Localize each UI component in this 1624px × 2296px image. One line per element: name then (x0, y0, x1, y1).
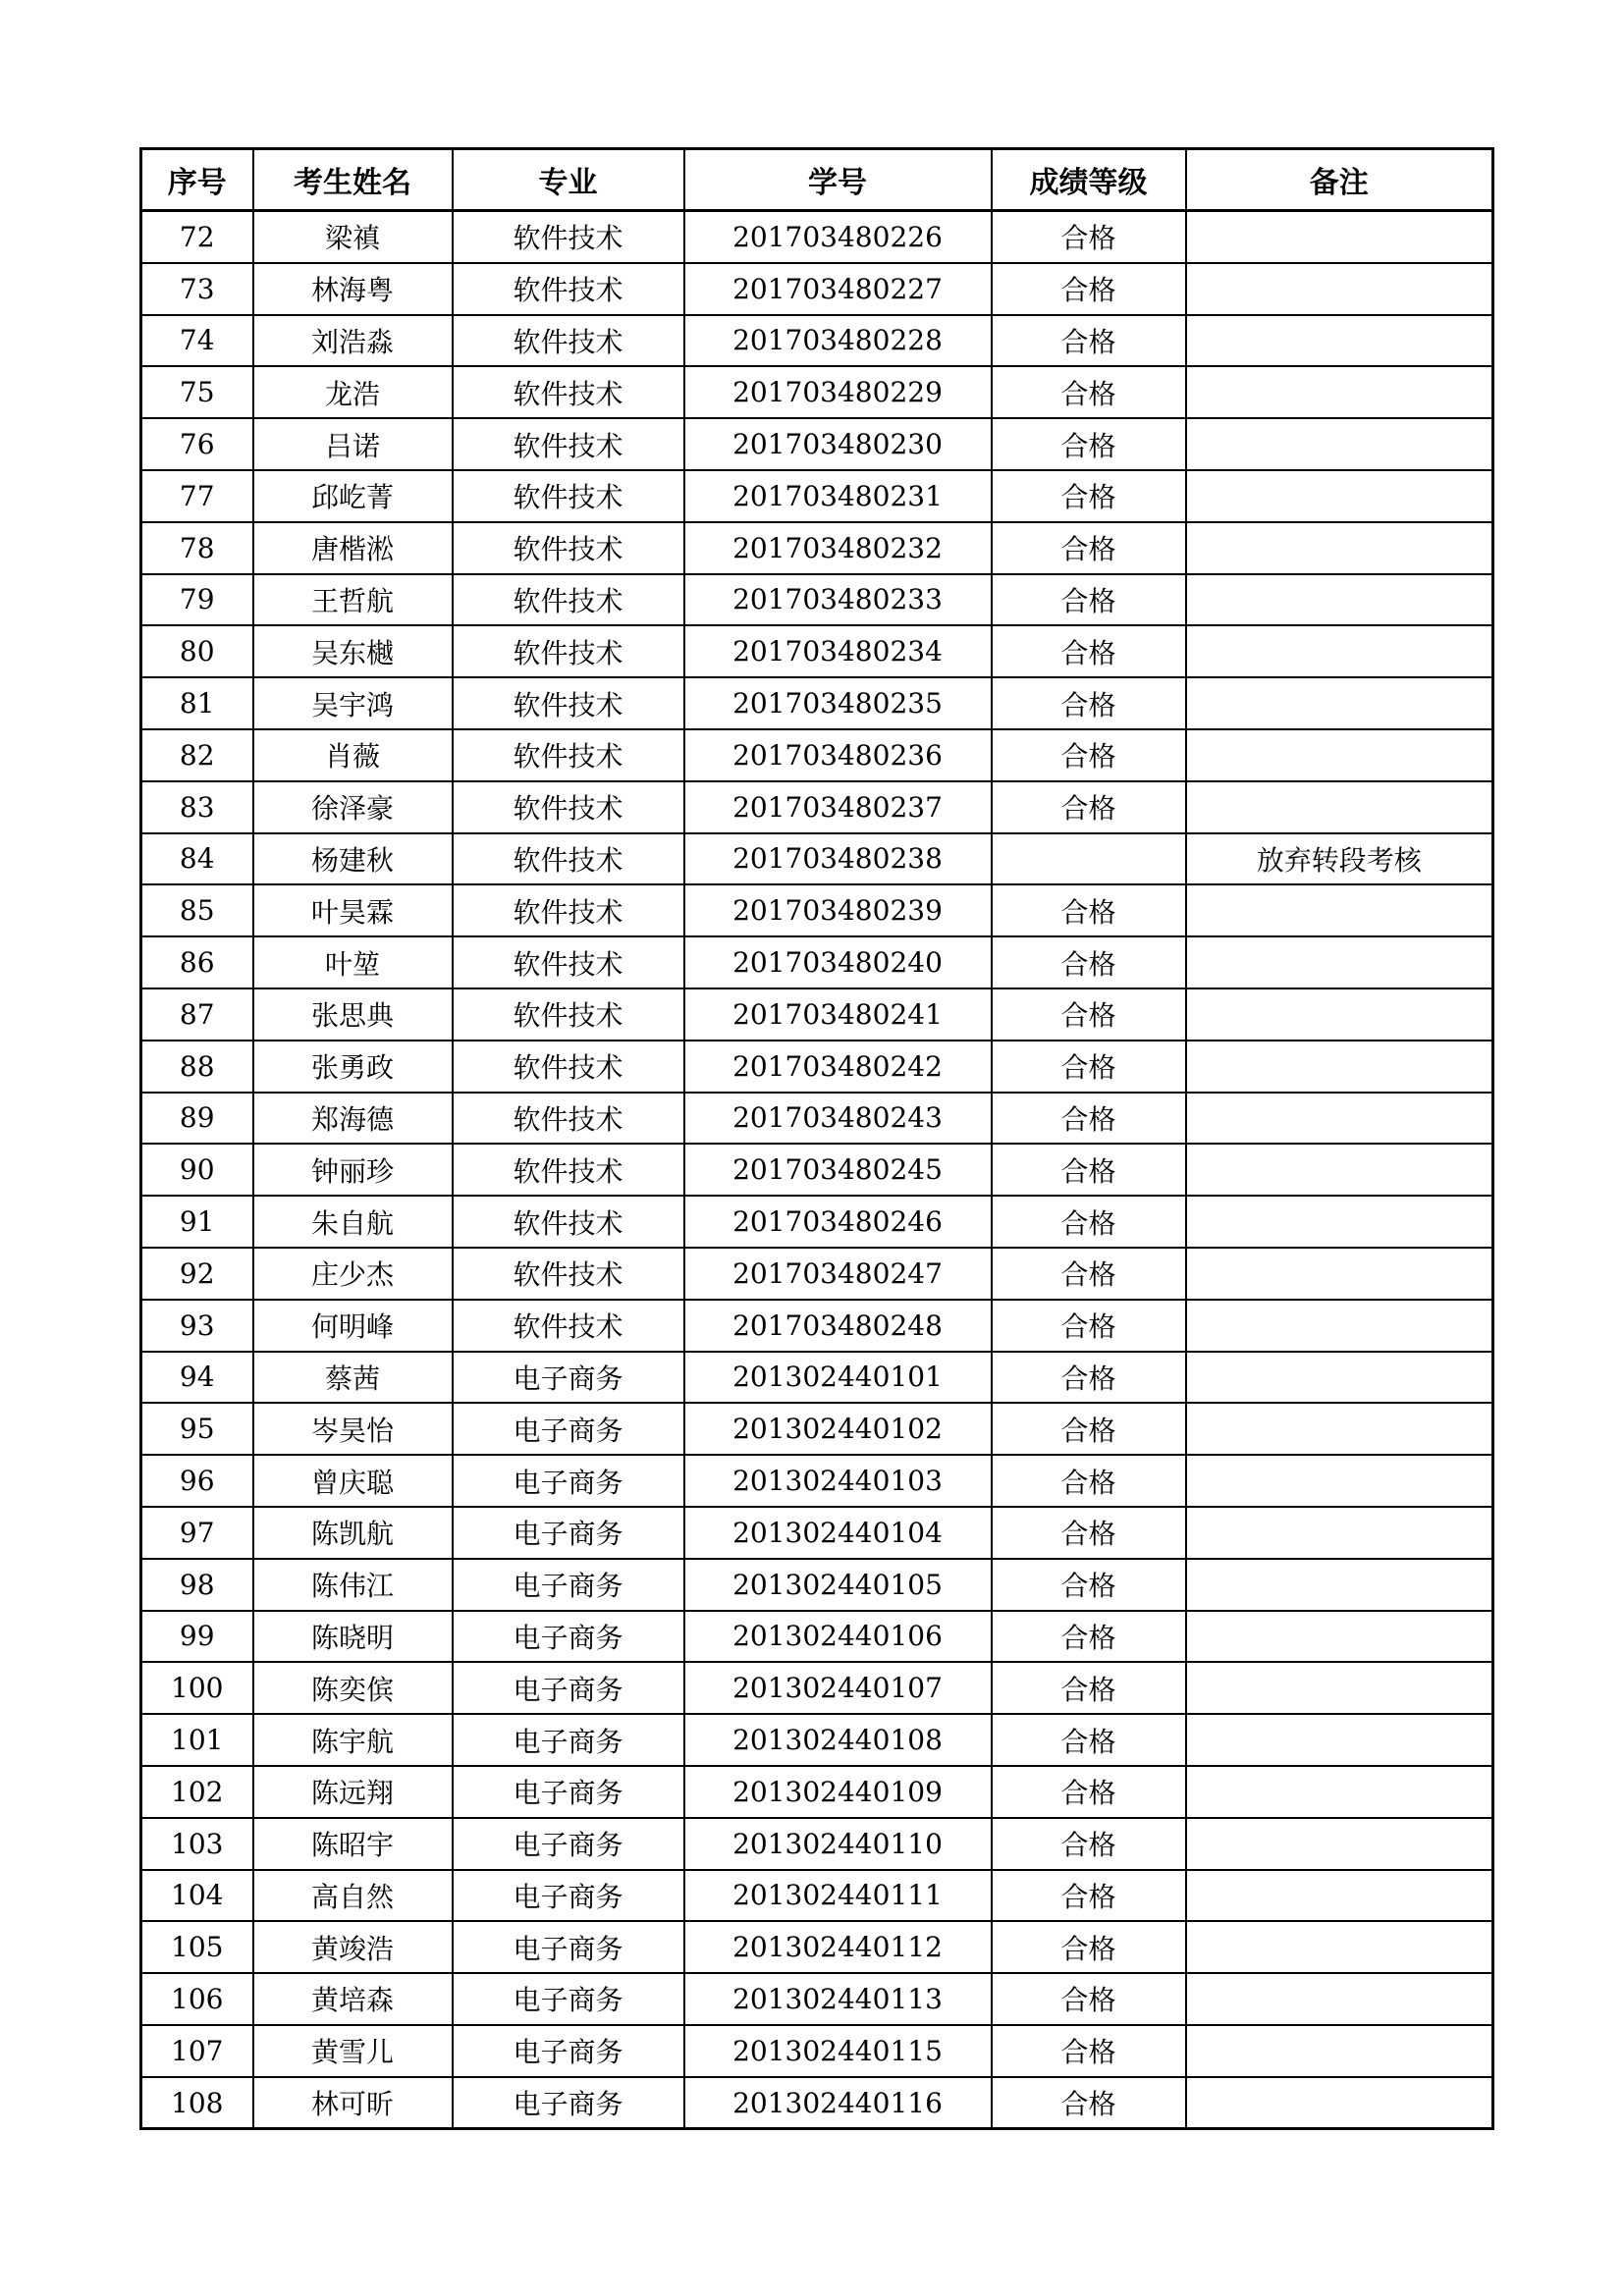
cell-grade: 合格 (992, 1818, 1186, 1870)
table-row (141, 884, 1493, 936)
cell-name: 杨建秋 (253, 833, 453, 885)
cell-grade: 合格 (992, 1144, 1186, 1196)
cell-student-id: 201703480241 (684, 988, 992, 1041)
cell-student-id: 201302440105 (684, 1559, 992, 1611)
cell-name: 叶昊霖 (253, 884, 453, 936)
cell-grade: 合格 (992, 1611, 1186, 1663)
cell-name: 陈晓明 (253, 1611, 453, 1663)
cell-seq: 99 (141, 1611, 253, 1663)
table-row (141, 2025, 1493, 2077)
cell-seq: 98 (141, 1559, 253, 1611)
cell-grade: 合格 (992, 315, 1186, 367)
cell-name: 曾庆聪 (253, 1455, 453, 1507)
cell-name: 陈昭宇 (253, 1818, 453, 1870)
cell-grade: 合格 (992, 418, 1186, 470)
cell-major: 软件技术 (453, 781, 684, 833)
table-row (141, 2077, 1493, 2129)
cell-student-id: 201302440107 (684, 1662, 992, 1714)
cell-major: 软件技术 (453, 884, 684, 936)
header-seq: 序号 (141, 149, 253, 211)
cell-grade: 合格 (992, 1870, 1186, 1922)
cell-name: 陈宇航 (253, 1714, 453, 1766)
cell-major: 软件技术 (453, 625, 684, 677)
cell-seq: 88 (141, 1041, 253, 1093)
cell-name: 徐泽豪 (253, 781, 453, 833)
cell-name: 陈伟江 (253, 1559, 453, 1611)
cell-major: 电子商务 (453, 1766, 684, 1818)
cell-remarks (1186, 1300, 1493, 1352)
cell-major: 电子商务 (453, 1818, 684, 1870)
cell-remarks (1186, 263, 1493, 315)
cell-major: 软件技术 (453, 936, 684, 988)
cell-remarks (1186, 2077, 1493, 2129)
cell-grade: 合格 (992, 263, 1186, 315)
cell-grade: 合格 (992, 1662, 1186, 1714)
cell-remarks (1186, 366, 1493, 418)
cell-grade: 合格 (992, 1973, 1186, 2025)
cell-name: 钟丽珍 (253, 1144, 453, 1196)
cell-remarks (1186, 574, 1493, 626)
cell-student-id: 201302440115 (684, 2025, 992, 2077)
cell-remarks (1186, 522, 1493, 574)
cell-remarks (1186, 1870, 1493, 1922)
cell-student-id: 201703480227 (684, 263, 992, 315)
cell-major: 电子商务 (453, 1870, 684, 1922)
table-header-row (141, 149, 1493, 211)
table-row (141, 470, 1493, 522)
cell-grade: 合格 (992, 522, 1186, 574)
table-row (141, 263, 1493, 315)
cell-major: 软件技术 (453, 677, 684, 729)
cell-grade: 合格 (992, 1196, 1186, 1248)
cell-grade: 合格 (992, 1507, 1186, 1559)
cell-remarks (1186, 315, 1493, 367)
table-row (141, 1507, 1493, 1559)
cell-remarks (1186, 1611, 1493, 1663)
cell-major: 软件技术 (453, 1196, 684, 1248)
cell-remarks (1186, 1973, 1493, 2025)
cell-major: 电子商务 (453, 1559, 684, 1611)
cell-major: 软件技术 (453, 1093, 684, 1145)
cell-remarks (1186, 1766, 1493, 1818)
cell-grade: 合格 (992, 1352, 1186, 1404)
cell-student-id: 201302440112 (684, 1921, 992, 1973)
cell-remarks: 放弃转段考核 (1186, 833, 1493, 885)
cell-major: 软件技术 (453, 988, 684, 1041)
cell-name: 张勇政 (253, 1041, 453, 1093)
cell-student-id: 201302440108 (684, 1714, 992, 1766)
cell-student-id: 201302440104 (684, 1507, 992, 1559)
cell-seq: 72 (141, 211, 253, 263)
cell-grade: 合格 (992, 1093, 1186, 1145)
table-row (141, 574, 1493, 626)
table-row (141, 1559, 1493, 1611)
cell-grade: 合格 (992, 2077, 1186, 2129)
cell-student-id: 201703480247 (684, 1248, 992, 1300)
cell-seq: 93 (141, 1300, 253, 1352)
cell-seq: 74 (141, 315, 253, 367)
cell-major: 电子商务 (453, 1662, 684, 1714)
table-row (141, 988, 1493, 1041)
cell-seq: 84 (141, 833, 253, 885)
cell-student-id: 201703480243 (684, 1093, 992, 1145)
table-row (141, 1973, 1493, 2025)
cell-grade: 合格 (992, 1766, 1186, 1818)
cell-remarks (1186, 1818, 1493, 1870)
cell-remarks (1186, 211, 1493, 263)
cell-student-id: 201703480226 (684, 211, 992, 263)
cell-grade: 合格 (992, 574, 1186, 626)
table-row (141, 1662, 1493, 1714)
cell-name: 叶堃 (253, 936, 453, 988)
cell-seq: 78 (141, 522, 253, 574)
cell-major: 电子商务 (453, 1973, 684, 2025)
cell-major: 电子商务 (453, 1714, 684, 1766)
cell-name: 陈远翔 (253, 1766, 453, 1818)
cell-grade: 合格 (992, 1403, 1186, 1455)
cell-name: 黄培森 (253, 1973, 453, 2025)
cell-major: 软件技术 (453, 574, 684, 626)
cell-major: 电子商务 (453, 1352, 684, 1404)
table-row (141, 677, 1493, 729)
cell-seq: 94 (141, 1352, 253, 1404)
cell-remarks (1186, 1662, 1493, 1714)
cell-remarks (1186, 1093, 1493, 1145)
table-row (141, 366, 1493, 418)
cell-seq: 82 (141, 729, 253, 781)
cell-name: 龙浩 (253, 366, 453, 418)
cell-seq: 106 (141, 1973, 253, 2025)
cell-student-id: 201302440111 (684, 1870, 992, 1922)
cell-seq: 96 (141, 1455, 253, 1507)
cell-student-id: 201302440101 (684, 1352, 992, 1404)
cell-remarks (1186, 418, 1493, 470)
header-grade: 成绩等级 (992, 149, 1186, 211)
table-row (141, 1144, 1493, 1196)
cell-remarks (1186, 1714, 1493, 1766)
cell-name: 唐楷淞 (253, 522, 453, 574)
cell-grade (992, 833, 1186, 885)
table-row (141, 729, 1493, 781)
cell-name: 吴东樾 (253, 625, 453, 677)
cell-name: 肖薇 (253, 729, 453, 781)
cell-remarks (1186, 677, 1493, 729)
cell-name: 邱屹菁 (253, 470, 453, 522)
table-row (141, 522, 1493, 574)
table-row (141, 211, 1493, 263)
cell-name: 蔡茜 (253, 1352, 453, 1404)
cell-name: 何明峰 (253, 1300, 453, 1352)
cell-student-id: 201703480233 (684, 574, 992, 626)
cell-major: 软件技术 (453, 1300, 684, 1352)
cell-student-id: 201703480238 (684, 833, 992, 885)
cell-remarks (1186, 1352, 1493, 1404)
cell-grade: 合格 (992, 988, 1186, 1041)
cell-major: 电子商务 (453, 1921, 684, 1973)
cell-name: 郑海德 (253, 1093, 453, 1145)
cell-student-id: 201703480239 (684, 884, 992, 936)
table-row (141, 1714, 1493, 1766)
cell-name: 岑昊怡 (253, 1403, 453, 1455)
table-row (141, 1041, 1493, 1093)
cell-name: 庄少杰 (253, 1248, 453, 1300)
cell-student-id: 201703480245 (684, 1144, 992, 1196)
cell-grade: 合格 (992, 2025, 1186, 2077)
cell-seq: 102 (141, 1766, 253, 1818)
cell-grade: 合格 (992, 1921, 1186, 1973)
cell-name: 林海粤 (253, 263, 453, 315)
cell-seq: 73 (141, 263, 253, 315)
cell-student-id: 201703480237 (684, 781, 992, 833)
table-row (141, 1455, 1493, 1507)
cell-name: 吕诺 (253, 418, 453, 470)
cell-student-id: 201302440116 (684, 2077, 992, 2129)
cell-seq: 76 (141, 418, 253, 470)
cell-seq: 95 (141, 1403, 253, 1455)
cell-name: 刘浩淼 (253, 315, 453, 367)
cell-remarks (1186, 1248, 1493, 1300)
cell-remarks (1186, 884, 1493, 936)
cell-major: 软件技术 (453, 1041, 684, 1093)
cell-student-id: 201703480246 (684, 1196, 992, 1248)
cell-grade: 合格 (992, 1041, 1186, 1093)
table-row (141, 1093, 1493, 1145)
cell-major: 软件技术 (453, 1248, 684, 1300)
table-row (141, 1611, 1493, 1663)
cell-name: 高自然 (253, 1870, 453, 1922)
results-table (139, 147, 1494, 2130)
cell-name: 黄竣浩 (253, 1921, 453, 1973)
cell-seq: 77 (141, 470, 253, 522)
cell-seq: 91 (141, 1196, 253, 1248)
cell-seq: 103 (141, 1818, 253, 1870)
cell-major: 软件技术 (453, 211, 684, 263)
cell-remarks (1186, 729, 1493, 781)
header-major: 专业 (453, 149, 684, 211)
table-row (141, 1818, 1493, 1870)
cell-major: 软件技术 (453, 366, 684, 418)
cell-name: 陈奕傧 (253, 1662, 453, 1714)
cell-name: 张思典 (253, 988, 453, 1041)
table-row (141, 1352, 1493, 1404)
cell-major: 电子商务 (453, 2077, 684, 2129)
table-row (141, 1403, 1493, 1455)
cell-grade: 合格 (992, 781, 1186, 833)
cell-student-id: 201302440106 (684, 1611, 992, 1663)
cell-major: 软件技术 (453, 1144, 684, 1196)
cell-name: 黄雪儿 (253, 2025, 453, 2077)
cell-grade: 合格 (992, 470, 1186, 522)
cell-student-id: 201703480230 (684, 418, 992, 470)
header-student-id: 学号 (684, 149, 992, 211)
cell-remarks (1186, 1403, 1493, 1455)
cell-seq: 92 (141, 1248, 253, 1300)
cell-seq: 85 (141, 884, 253, 936)
cell-grade: 合格 (992, 1714, 1186, 1766)
cell-student-id: 201703480240 (684, 936, 992, 988)
table-row (141, 781, 1493, 833)
cell-remarks (1186, 1196, 1493, 1248)
header-name: 考生姓名 (253, 149, 453, 211)
cell-grade: 合格 (992, 729, 1186, 781)
cell-student-id: 201703480228 (684, 315, 992, 367)
cell-student-id: 201703480232 (684, 522, 992, 574)
cell-seq: 104 (141, 1870, 253, 1922)
table-row (141, 1870, 1493, 1922)
cell-remarks (1186, 936, 1493, 988)
cell-student-id: 201703480229 (684, 366, 992, 418)
cell-grade: 合格 (992, 1300, 1186, 1352)
cell-name: 吴宇鸿 (253, 677, 453, 729)
cell-remarks (1186, 2025, 1493, 2077)
cell-seq: 87 (141, 988, 253, 1041)
cell-seq: 97 (141, 1507, 253, 1559)
cell-grade: 合格 (992, 1559, 1186, 1611)
cell-name: 朱自航 (253, 1196, 453, 1248)
cell-remarks (1186, 1921, 1493, 1973)
cell-major: 电子商务 (453, 1507, 684, 1559)
cell-seq: 107 (141, 2025, 253, 2077)
cell-major: 软件技术 (453, 470, 684, 522)
cell-major: 电子商务 (453, 1455, 684, 1507)
cell-remarks (1186, 625, 1493, 677)
cell-seq: 86 (141, 936, 253, 988)
cell-seq: 79 (141, 574, 253, 626)
cell-remarks (1186, 1144, 1493, 1196)
table-row (141, 936, 1493, 988)
cell-grade: 合格 (992, 211, 1186, 263)
cell-major: 软件技术 (453, 418, 684, 470)
cell-remarks (1186, 1041, 1493, 1093)
cell-seq: 81 (141, 677, 253, 729)
cell-remarks (1186, 1507, 1493, 1559)
table-row (141, 833, 1493, 885)
cell-student-id: 201703480242 (684, 1041, 992, 1093)
cell-name: 林可昕 (253, 2077, 453, 2129)
cell-remarks (1186, 781, 1493, 833)
cell-grade: 合格 (992, 366, 1186, 418)
cell-student-id: 201703480231 (684, 470, 992, 522)
cell-seq: 105 (141, 1921, 253, 1973)
cell-student-id: 201302440113 (684, 1973, 992, 2025)
header-remarks: 备注 (1186, 149, 1493, 211)
cell-major: 电子商务 (453, 1403, 684, 1455)
cell-remarks (1186, 1559, 1493, 1611)
cell-student-id: 201302440109 (684, 1766, 992, 1818)
cell-seq: 89 (141, 1093, 253, 1145)
cell-student-id: 201302440103 (684, 1455, 992, 1507)
cell-major: 软件技术 (453, 315, 684, 367)
cell-student-id: 201302440110 (684, 1818, 992, 1870)
cell-major: 软件技术 (453, 729, 684, 781)
table-row (141, 1921, 1493, 1973)
cell-seq: 75 (141, 366, 253, 418)
cell-remarks (1186, 470, 1493, 522)
cell-major: 电子商务 (453, 2025, 684, 2077)
cell-grade: 合格 (992, 1455, 1186, 1507)
cell-seq: 83 (141, 781, 253, 833)
cell-student-id: 201703480234 (684, 625, 992, 677)
cell-name: 陈凯航 (253, 1507, 453, 1559)
cell-seq: 101 (141, 1714, 253, 1766)
cell-major: 软件技术 (453, 833, 684, 885)
cell-seq: 80 (141, 625, 253, 677)
cell-remarks (1186, 988, 1493, 1041)
cell-grade: 合格 (992, 936, 1186, 988)
cell-grade: 合格 (992, 884, 1186, 936)
table-row (141, 315, 1493, 367)
cell-student-id: 201703480235 (684, 677, 992, 729)
cell-seq: 108 (141, 2077, 253, 2129)
cell-grade: 合格 (992, 1248, 1186, 1300)
cell-major: 软件技术 (453, 263, 684, 315)
cell-name: 梁禛 (253, 211, 453, 263)
cell-name: 王哲航 (253, 574, 453, 626)
table-row (141, 1300, 1493, 1352)
cell-grade: 合格 (992, 625, 1186, 677)
cell-student-id: 201703480236 (684, 729, 992, 781)
cell-grade: 合格 (992, 677, 1186, 729)
table-row (141, 625, 1493, 677)
cell-remarks (1186, 1455, 1493, 1507)
cell-seq: 100 (141, 1662, 253, 1714)
table-row (141, 1196, 1493, 1248)
cell-seq: 90 (141, 1144, 253, 1196)
cell-major: 电子商务 (453, 1611, 684, 1663)
cell-student-id: 201302440102 (684, 1403, 992, 1455)
table-row (141, 418, 1493, 470)
cell-student-id: 201703480248 (684, 1300, 992, 1352)
table-row (141, 1766, 1493, 1818)
cell-major: 软件技术 (453, 522, 684, 574)
table-row (141, 1248, 1493, 1300)
